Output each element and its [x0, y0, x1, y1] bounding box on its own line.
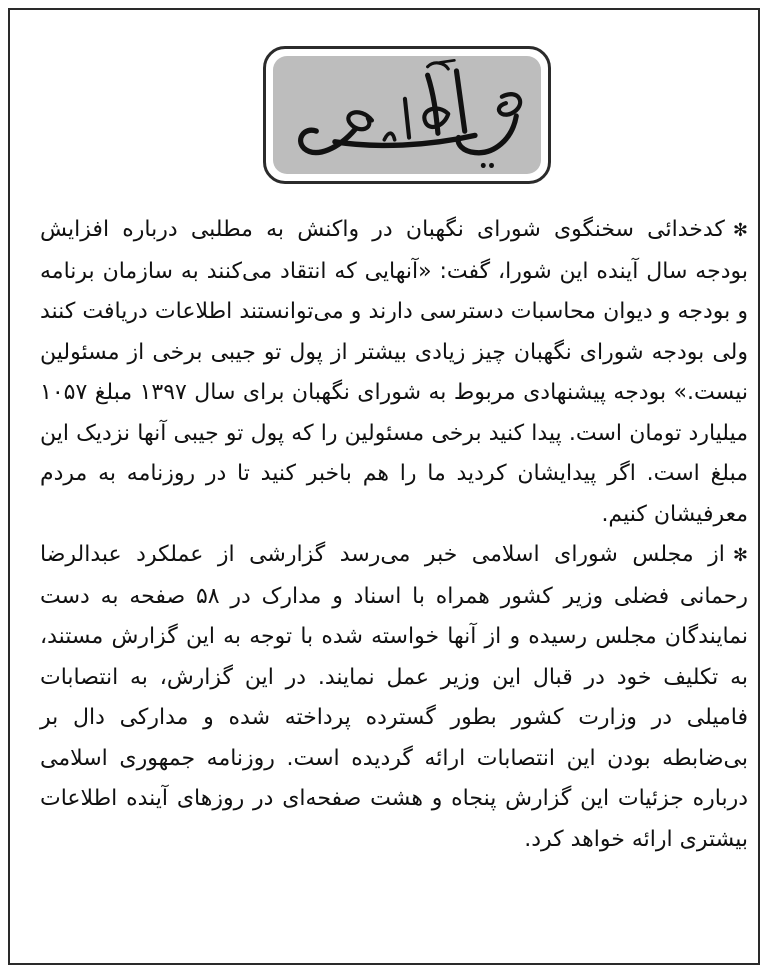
- bullet-icon: ✻: [732, 220, 748, 241]
- paragraph-text: از مجلس شورای اسلامی خبر می‌رسد گزارشی از عملکرد عبدالرضا رحمانی فضلی وزیر کشور همراه با اسناد و مدارک در ۵۸ صفحه به دست نمایندگان مجلس رسیده و از آنها خواسته شده با توجه به این گزارش مستند، به تکلیف خود در قبال این وزیر عمل نمایند. در این گزارش، به انتصابات فامیلی در وزارت کشور بطور گسترده پرداخته شده و مدارکی دال بر بی‌ضابطه بودن این انتصابات ارائه گردیده است. روزنامه جمهوری اسلامی درباره جزئیات این گزارش پنجاه و هشت صفحه‌ای در روزهای آینده اطلاعات بیشتری ارائه خواهد کرد.: [40, 542, 749, 852]
- masthead-logo-panel: [273, 56, 541, 174]
- article-paragraph-2: [40, 535, 748, 860]
- article-paragraph-1: [40, 210, 748, 535]
- masthead-logo-box: [263, 46, 551, 184]
- calligraphy-logo-icon: [273, 56, 541, 174]
- paragraph-text: کدخدائی سخنگوی شورای نگهبان در واکنش به مطلبی درباره افزایش بودجه سال آینده این شورا، گفت: «آنهایی که انتقاد می‌کنند به سازمان برنامه و بودجه و دیوان محاسبات دسترسی دارند و می‌توانستند اطلاعات دریافت کنند ولی بودجه شورای نگهبان چیز زیادی بیشتر از پول تو جیبی برخی از مسئولین نیست.» بودجه پیشنهادی مربوط به شورای نگهبان برای سال ۱۳۹۷ مبلغ ۱۰۵۷ میلیارد تومان است. پیدا کنید برخی مسئولین را که پول تو جیبی آنها نزدیک این مبلغ است. اگر پیدایشان کردید ما را هم باخبر کنید تا در روزنامه به مردم معرفیشان کنیم.: [40, 217, 748, 527]
- article-frame: [8, 8, 760, 965]
- bullet-icon: ✻: [732, 545, 748, 566]
- article-body: [40, 210, 748, 860]
